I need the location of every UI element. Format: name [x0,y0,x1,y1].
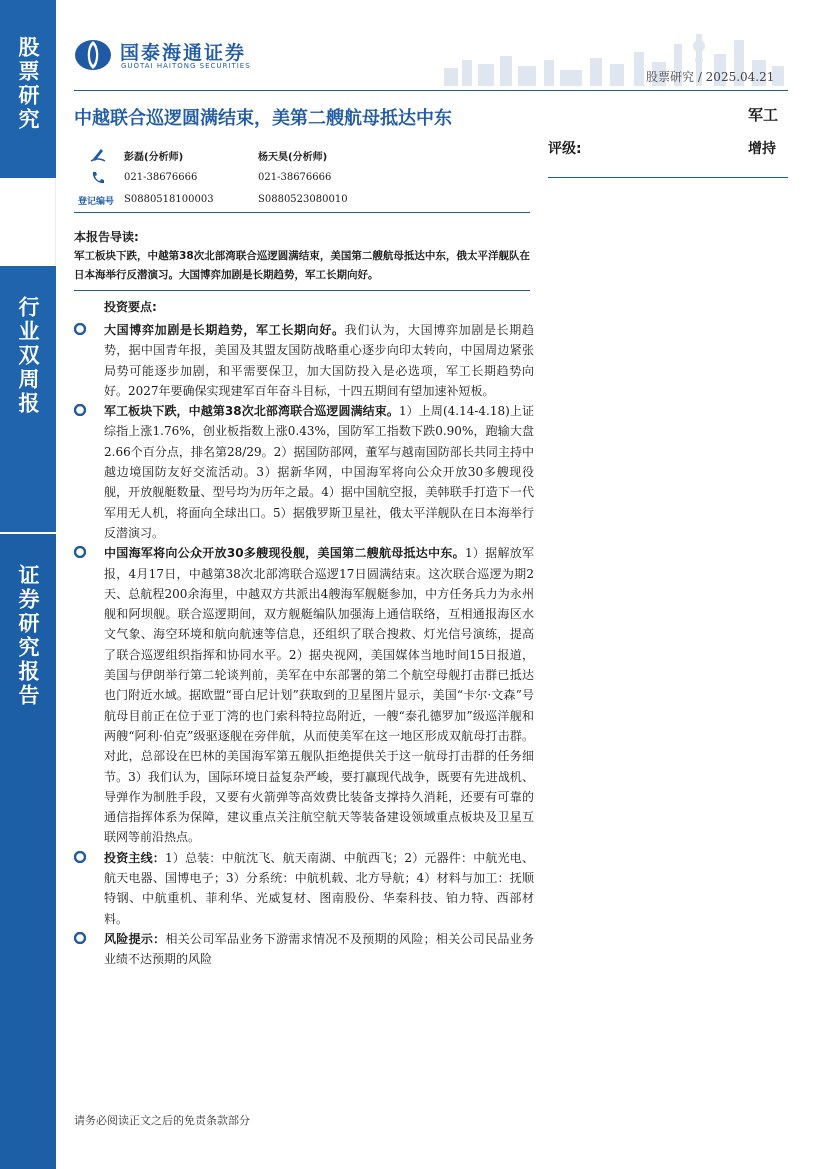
sidebar-block-stock-research [0,0,56,178]
company-logo-icon [74,38,112,72]
guide-body: 军工板块下跌，中越第38次北部湾联合巡逻圆满结束，美国第二艘航母抵达中东，俄太平洋舰队在日本海举行反潜演习。大国博弈加剧是长期趋势，军工长期向好。 [74,250,530,281]
bullet-icon [74,851,86,863]
guide-title: 本报告导读: [74,230,139,244]
point-body: 1）上周(4.14-4.18)上证综指上涨1.76%，创业板指数上涨0.43%，国防军工指数下跌0.90%，跑输大盘2.66个百分点，排名第28/29。2）据国防部网，董军与越南国防部长共同主持中越边境国防友好交流活动。3）据新华网，中国海军将向公众开放30多艘现役舰，开放舰艇数量、型号均为历年之最。4）据中国航空报，美韩联手打造下一代军用无人机，将面向全球出口。5）据俄罗斯卫星社，俄太平洋舰队在日本海举行反潜演习。 [104,404,535,540]
point-body: 相关公司军品业务下游需求情况不及预期的风险；相关公司民品业务业绩不达预期的风险 [104,931,534,967]
rating-value: 增持 [748,141,776,157]
phone-icon [90,170,106,186]
analyst-phone: 021-38676666 [124,172,198,183]
bullet-icon [74,546,86,558]
page-title: 中越联合巡逻圆满结束，美第二艘航母抵达中东 [74,108,452,129]
bullet-icon [74,932,86,944]
pen-icon [90,146,106,162]
sidebar-gap [0,178,56,266]
investment-point [74,848,534,929]
analyst-registration: S0880518100003 [124,194,214,205]
point-heading: 军工板块下跌，中越第38次北部湾联合巡逻圆满结束。 [104,404,399,419]
guide-divider [74,290,530,291]
point-body: 我们认为，大国博弈加剧是长期趋势，据中国青年报，美国及其盟友国防战略重心逐步向印太转向，中国周边紧张局势可能逐步加剧，和平需要保卫，加大国防投入是必选项，军工长期趋势向好。2027年要确保实现建军百年奋斗目标，十四五期间有望加速补短板。 [104,323,534,398]
sidebar-label-securities-report: 证券研究报告 [16,564,40,708]
point-heading: 中国海军将向公众开放30多艘现役舰，美国第二艘航母抵达中东。 [104,546,465,561]
investment-title: 投资要点: [104,300,157,314]
sidebar-block-biweekly [0,266,56,534]
registration-label: 登记编号 [78,197,115,207]
point-body: 1）总装：中航沈飞、航天南湖、中航西飞；2）元器件：中航光电、航天电器、国博电子；3）分系统：中航机载、北方导航；4）材料与加工：抚顺特钢、中航重机、菲利华、光威复材、图南股份、华秦科技、铂力特、西部材料。 [104,850,534,926]
analyst-phone: 021-38676666 [258,172,332,183]
investment-point [74,543,534,847]
investment-points [74,320,534,970]
analyst-name: 彭磊(分析师) [124,152,184,163]
analyst-name: 杨天昊(分析师) [258,152,328,163]
analyst-registration: S0880523080010 [258,194,348,205]
logo-english-text: GUOTAI HAITONG SECURITIES [121,62,251,70]
analyst-divider [74,212,530,213]
sidebar [0,0,56,1169]
disclaimer-footer: 请务必阅读正文之后的免责条款部分 [74,1114,250,1127]
report-meta: 股票研究 / 2025.04.21 [646,70,775,84]
rating-divider [548,177,788,178]
analyst-block [74,144,530,214]
investment-point [74,401,534,543]
sidebar-block-securities-report [0,534,56,1169]
bullet-icon [74,404,86,416]
investment-point [74,320,534,401]
point-heading: 风险提示： [104,931,166,946]
header-divider [74,90,788,91]
point-heading: 大国博弈加剧是长期趋势，军工长期向好。 [104,323,345,337]
sidebar-label-stock-research: 股票研究 [16,36,40,132]
sector-label: 军工 [748,106,779,124]
logo-text: 国泰海通证券 [120,42,247,64]
point-body: 1）据解放军报，4月17日，中越第38次北部湾联合巡逻17日圆满结束。这次联合巡逻为期2天、总航程200余海里，中越双方共派出4艘海军舰艇参加，中方任务兵力为永州舰和阿坝舰。联合巡逻期间，双方舰艇编队加强海上通信联络，互相通报海区水文气象、海空环境和航向航速等信息，还组织了联合搜救、灯光信号演练，提高了联合巡逻组织指挥和协同水平。2）据央视网，美国媒体当地时间15日报道，美国与伊朗举行第二轮谈判前，美军在中东部署的第二个航空母舰打击群已抵达也门附近水域。据欧盟“哥白尼计划”获取到的卫星图片显示，美国“卡尔·文森”号航母目前正在位于亚丁湾的也门索科特拉岛附近，一艘“泰孔德罗加”级巡洋舰和两艘“阿利·伯克”级驱逐舰在旁伴航，从而使美军在这一地区形成双航母打击群。对此，总部设在巴林的美国海军第五舰队拒绝提供关于这一航母打击群的任务细节。3）我们认为，国际环境日益复杂严峻，要打赢现代战争，既要有先进战机、导弹作为制胜手段，又要有火箭弹等高效费比装备支撑持久消耗，还要有可靠的通信指挥体系为保障，建议重点关注航空航天等装备建设领域重点板块及卫星互联网等前沿热点。 [104,546,535,845]
rating-label: 评级: [548,141,582,157]
bullet-icon [74,323,86,335]
point-heading: 投资主线： [104,850,165,865]
investment-point [74,929,534,970]
sidebar-label-biweekly: 行业双周报 [16,296,40,416]
